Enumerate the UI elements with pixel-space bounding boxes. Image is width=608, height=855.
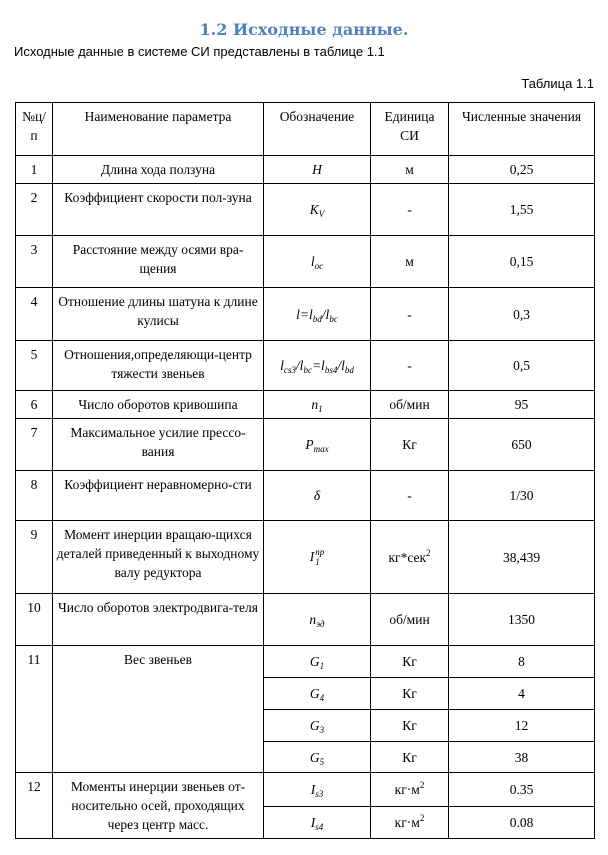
- symbol-subscript: эд: [316, 619, 325, 629]
- symbol-subscript: bs4: [324, 365, 338, 375]
- symbol-subscript: max: [313, 444, 329, 454]
- symbol-base: l: [280, 358, 284, 373]
- header-row: [16, 103, 595, 156]
- unit-cell: [371, 594, 449, 646]
- symbol-subscript: bc: [303, 365, 312, 375]
- unit-cell: [371, 184, 449, 236]
- symbol-base: /l: [295, 358, 304, 373]
- symbol-cell: [264, 742, 371, 773]
- unit-cell: [371, 521, 449, 594]
- symbol-subscript: s3: [315, 788, 324, 799]
- parameter-name: Моменты инерции звеньев от-носительно осей, проходящих через центр масс.: [53, 773, 264, 839]
- symbol-subscript: 1: [318, 404, 323, 414]
- unit-cell: [371, 742, 449, 773]
- symbol-base: G: [309, 749, 320, 765]
- symbol-subscript: bd: [344, 365, 354, 375]
- parameter-name: Вес звеньев: [53, 646, 264, 773]
- symbol-subscript: bd: [312, 313, 322, 324]
- symbol: [296, 307, 338, 322]
- value: 38,439: [449, 521, 595, 594]
- parameters-table: [15, 102, 595, 839]
- parameter-name: Отношения,определяющи-центр тяжести звеньев: [53, 341, 264, 391]
- row-number: 11: [16, 646, 53, 773]
- unit: Кг: [402, 718, 417, 733]
- value: 0.35: [449, 773, 595, 807]
- value: 1350: [449, 594, 595, 646]
- symbol: [310, 202, 325, 217]
- symbol-subscript: oc: [314, 261, 324, 271]
- unit-cell: [371, 646, 449, 678]
- symbol-cell: [264, 288, 371, 341]
- parameter-name: Отношение длины шатуна к длине кулисы: [53, 288, 264, 341]
- unit: Кг: [402, 437, 417, 452]
- parameter-name: Число оборотов электродвига-теля: [53, 594, 264, 646]
- table-row: [16, 184, 595, 236]
- unit: кг*сек: [388, 549, 427, 565]
- table-row: [16, 471, 595, 521]
- symbol-base: l=l: [296, 306, 313, 322]
- value: 38: [449, 742, 595, 773]
- symbol-base: /l: [321, 306, 330, 322]
- symbol-base: H: [312, 162, 322, 177]
- table-caption: Таблица 1.1: [521, 76, 594, 91]
- symbol-cell: [264, 710, 371, 742]
- unit: м: [405, 254, 414, 269]
- table-row: [16, 156, 595, 184]
- unit-cell: [371, 806, 449, 838]
- symbol-base: /l: [337, 358, 345, 373]
- table-row: [16, 391, 595, 419]
- symbol-base: δ: [313, 488, 321, 503]
- symbol-cell: [264, 184, 371, 236]
- value: 1,55: [449, 184, 595, 236]
- symbol-base: l: [310, 254, 315, 269]
- unit: об/мин: [389, 397, 430, 412]
- symbol-cell: [264, 678, 371, 710]
- value: 0,3: [449, 288, 595, 341]
- symbol: [312, 162, 322, 177]
- symbol: [311, 397, 322, 412]
- symbol-base: G: [309, 686, 320, 701]
- symbol-cell: [264, 391, 371, 419]
- table-row: [16, 419, 595, 471]
- unit: кг·м: [394, 814, 420, 830]
- header-cell: Численные значения: [449, 103, 595, 156]
- symbol-cell: [264, 806, 371, 838]
- symbol-cell: [264, 521, 371, 594]
- symbol: [314, 488, 320, 503]
- value: 12: [449, 710, 595, 742]
- symbol-cell: [264, 773, 371, 807]
- symbol-cell: [264, 646, 371, 678]
- row-number: 1: [16, 156, 53, 184]
- unit: -: [407, 306, 412, 322]
- symbol: [311, 782, 324, 797]
- table-row: [16, 646, 595, 678]
- unit-cell: [371, 341, 449, 391]
- symbol-base: n: [311, 397, 319, 412]
- value: 8: [449, 646, 595, 678]
- unit-superscript: 2: [426, 547, 431, 558]
- header-cell: Единица СИ: [371, 103, 449, 156]
- unit: Кг: [402, 749, 417, 765]
- unit: Кг: [402, 686, 417, 701]
- row-number: 3: [16, 236, 53, 288]
- row-number: 7: [16, 419, 53, 471]
- unit-cell: [371, 773, 449, 807]
- unit: -: [407, 202, 412, 217]
- row-number: 12: [16, 773, 53, 839]
- table-row: [16, 236, 595, 288]
- row-number: 10: [16, 594, 53, 646]
- value: 0,15: [449, 236, 595, 288]
- value: 0.08: [449, 806, 595, 838]
- parameter-name: Коэффициент неравномерно-сти: [53, 471, 264, 521]
- symbol-base: P: [305, 437, 314, 452]
- unit-cell: [371, 391, 449, 419]
- symbol-base: =l: [311, 358, 325, 373]
- symbol-cell: [264, 594, 371, 646]
- symbol-base: K: [309, 202, 319, 217]
- symbol-subscript: 1: [315, 557, 320, 568]
- value: 1/30: [449, 471, 595, 521]
- symbol-subscript: 1: [319, 661, 325, 671]
- symbol-cell: [264, 419, 371, 471]
- unit-cell: [371, 156, 449, 184]
- parameter-name: Число оборотов кривошипа: [53, 391, 264, 419]
- value: 0,5: [449, 341, 595, 391]
- parameter-name: Коэффициент скорости пол-зуна: [53, 184, 264, 236]
- table-row: [16, 288, 595, 341]
- symbol-subscript: 5: [319, 756, 325, 767]
- table-row: [16, 521, 595, 594]
- unit-cell: [371, 471, 449, 521]
- row-number: 4: [16, 288, 53, 341]
- symbol-subscript: 3: [319, 725, 325, 735]
- unit-superscript: 2: [419, 779, 425, 790]
- parameter-name: Длина хода ползуна: [53, 156, 264, 184]
- symbol-cell: [264, 236, 371, 288]
- row-number: 9: [16, 521, 53, 594]
- table-row: [16, 773, 595, 807]
- unit-cell: [371, 236, 449, 288]
- row-number: 2: [16, 184, 53, 236]
- symbol: [311, 815, 324, 830]
- row-number: 6: [16, 391, 53, 419]
- symbol-base: I: [310, 814, 316, 830]
- value: 0,25: [449, 156, 595, 184]
- table-row: [16, 341, 595, 391]
- symbol: [280, 358, 354, 373]
- table-row: [16, 594, 595, 646]
- header-cell: №ц/п: [16, 103, 53, 156]
- symbol-base: G: [309, 718, 320, 733]
- unit: -: [407, 488, 412, 503]
- symbol-base: n: [309, 612, 317, 627]
- value: 650: [449, 419, 595, 471]
- symbol-script-stack: [315, 547, 324, 567]
- unit-cell: [371, 419, 449, 471]
- symbol-subscript: bc: [329, 313, 338, 324]
- symbol-superscript: пр: [315, 547, 325, 558]
- unit: Кг: [402, 654, 417, 669]
- symbol-base: G: [309, 654, 320, 669]
- row-number: 8: [16, 471, 53, 521]
- header-cell: Наименование параметра: [53, 103, 264, 156]
- parameter-name: Максимальное усилие прессо-вания: [53, 419, 264, 471]
- symbol: [309, 612, 324, 627]
- symbol-subscript: 4: [319, 693, 325, 703]
- symbol: [310, 750, 324, 765]
- unit-superscript: 2: [419, 812, 425, 823]
- unit: м: [405, 162, 414, 177]
- parameter-name: Момент инерции вращаю-щихся деталей приведенный к выходному валу редуктора: [53, 521, 264, 594]
- symbol: [310, 718, 324, 733]
- row-number: 5: [16, 341, 53, 391]
- unit: об/мин: [389, 612, 430, 627]
- symbol: [310, 654, 324, 669]
- symbol-base: I: [310, 781, 316, 797]
- unit-cell: [371, 678, 449, 710]
- symbol-subscript: s4: [315, 821, 324, 832]
- symbol: [311, 254, 323, 269]
- unit-cell: [371, 288, 449, 341]
- symbol-subscript: cs3: [283, 365, 296, 375]
- unit-cell: [371, 710, 449, 742]
- header-cell: Обозначение: [264, 103, 371, 156]
- value: 4: [449, 678, 595, 710]
- symbol-cell: [264, 471, 371, 521]
- parameter-name: Расстояние между осями вра-щения: [53, 236, 264, 288]
- section-title: 1.2 Исходные данные.: [199, 20, 409, 39]
- symbol-cell: [264, 341, 371, 391]
- symbol-base: I: [309, 548, 315, 564]
- symbol: [305, 437, 328, 452]
- symbol-subscript: V: [318, 209, 325, 219]
- intro-text: Исходные данные в системе СИ представлены в таблице 1.1: [14, 44, 385, 59]
- value: 95: [449, 391, 595, 419]
- unit: кг·м: [394, 781, 420, 797]
- symbol: [310, 686, 324, 701]
- symbol-cell: [264, 156, 371, 184]
- symbol: [309, 547, 325, 568]
- unit: -: [407, 358, 412, 373]
